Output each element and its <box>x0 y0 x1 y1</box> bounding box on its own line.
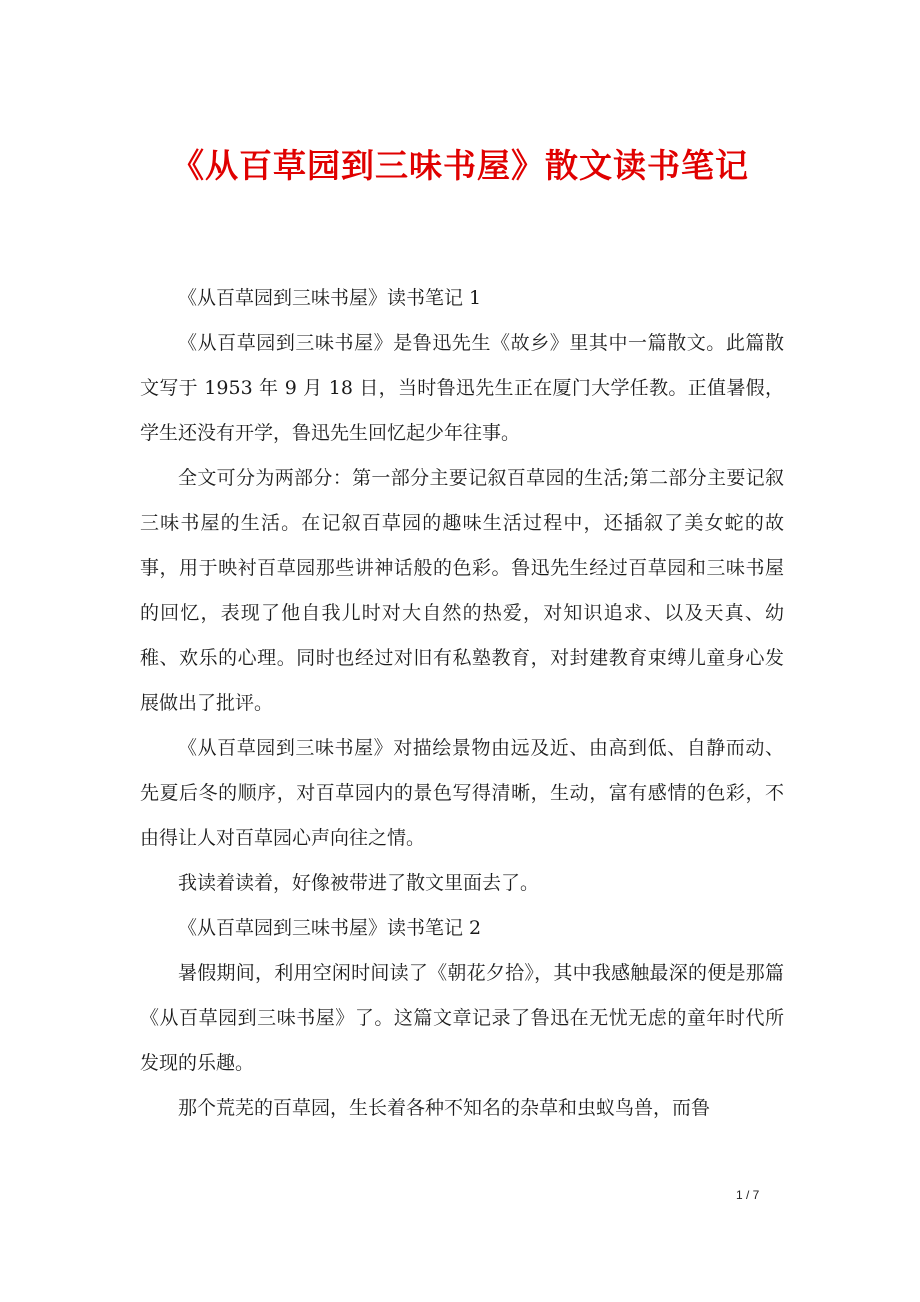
document-body <box>140 276 784 1131</box>
body-paragraph: 我读着读着，好像被带进了散文里面去了。 <box>178 872 540 894</box>
body-paragraph: 暑假期间，利用空闲时间读了《朝花夕拾》，其中我感触最深的便是那篇《从百草园到三味书屋》了。这篇文章记录了鲁迅在无忧无虑的童年时代所发现的乐趣。 <box>140 962 784 1074</box>
page-number: 1 / 7 <box>736 1188 760 1202</box>
body-paragraph: 全文可分为两部分：第一部分主要记叙百草园的生活;第二部分主要记叙三味书屋的生活。在记叙百草园的趣味生活过程中，还插叙了美女蛇的故事，用于映衬百草园那些讲神话般的色彩。鲁迅先生经过百草园和三味书屋的回忆，表现了他自我儿时对大自然的热爱，对知识追求、以及天真、幼稚、欢乐的心理。同时也经过对旧有私塾教育，对封建教育束缚儿童身心发展做出了批评。 <box>140 467 784 714</box>
section-heading-1: 《从百草园到三味书屋》读书笔记 1 <box>178 287 482 309</box>
section-heading-2: 《从百草园到三味书屋》读书笔记 2 <box>178 917 482 939</box>
body-paragraph: 《从百草园到三味书屋》对描绘景物由远及近、由高到低、自静而动、先夏后冬的顺序，对百草园内的景色写得清晰，生动，富有感情的色彩，不由得让人对百草园心声向往之情。 <box>140 737 784 849</box>
body-paragraph: 那个荒芜的百草园，生长着各种不知名的杂草和虫蚁鸟兽，而鲁 <box>178 1097 711 1119</box>
body-paragraph: 《从百草园到三味书屋》是鲁迅先生《故乡》里其中一篇散文。此篇散文写于 1953 年 9 月 18 日，当时鲁迅先生正在厦门大学任教。正值暑假，学生还没有开学，鲁迅先生回忆起少年往事。 <box>140 332 784 444</box>
document-title: 《从百草园到三味书屋》散文读书笔记 <box>171 146 749 185</box>
